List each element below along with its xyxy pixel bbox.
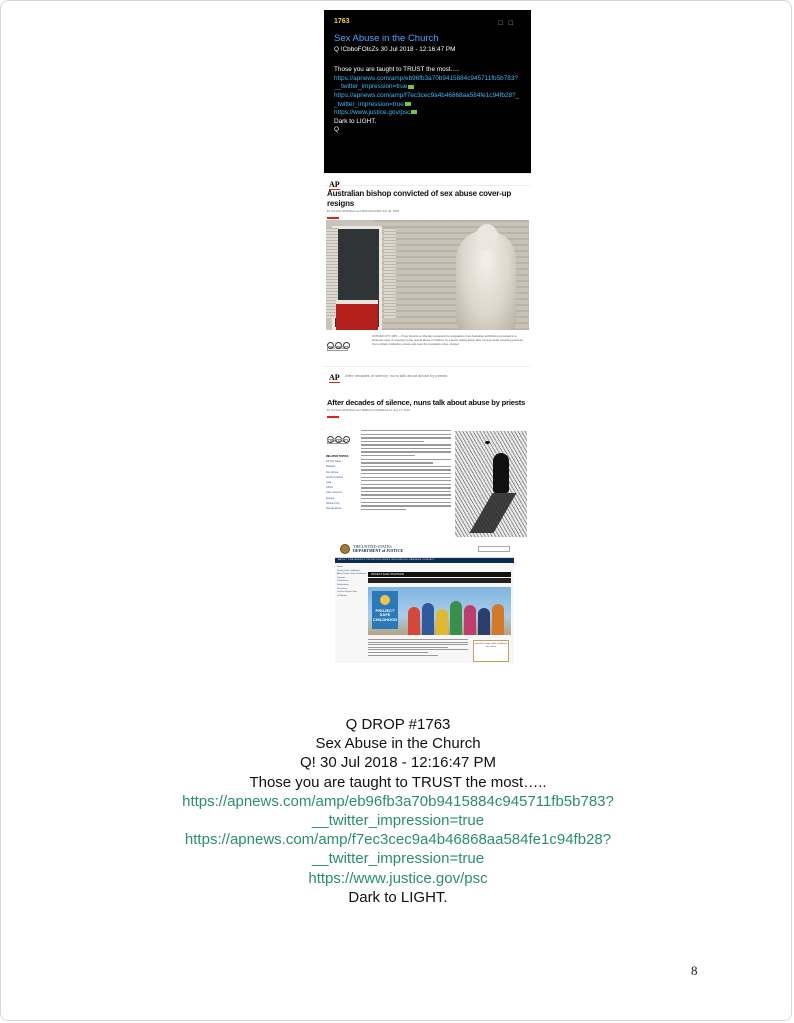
article1-photo [326,220,529,330]
ap-article-screenshot-1 [324,173,531,383]
qpost-author-date: Q !CbboFOtcZs 30 Jul 2018 - 12:16:47 PM [334,45,456,53]
link-archive-icon [405,102,411,106]
doj-search-input[interactable] [478,546,510,552]
related-topic-link[interactable]: Vatican City [326,501,340,505]
related-topic-link[interactable]: Latin America [326,491,342,495]
article2-accent-bar [327,416,339,418]
doj-body-text [368,639,468,657]
related-topic-link[interactable]: Sex abuse [326,470,339,474]
article2-share-button[interactable]: Print & Email [327,439,348,444]
related-topic-link[interactable]: Europe [326,496,335,500]
doj-website-screenshot [335,542,514,663]
article2-byline: By NICOLE WINFIELD and REBECCA MAREHOLLA July 27, 2018 [327,409,410,412]
drop-title: Sex Abuse in the Church [315,735,481,753]
article2-body-text [361,430,451,512]
drop-number: Q DROP #1763 [345,716,451,733]
drop-intro: Those you are taught to TRUST the most….. [249,773,547,791]
related-topic-link[interactable]: Sexual abuse [326,507,342,511]
drop-link-1[interactable]: https://apnews.com/amp/eb96fb3a70b9415884c945711fb5b783? __twitter_impression=true [182,792,614,830]
qpost-link-1[interactable]: https://apnews.com/amp/eb96fb3a70b9415884c945711fb5b783?__twitter_impression=true [334,74,518,91]
link-archive-icon [411,110,417,114]
qpost-link-3[interactable]: https://www.justice.gov/psc [334,109,521,118]
qpost-signature: Q [334,126,339,134]
article2-topbar [324,366,531,385]
share-icons[interactable] [327,336,351,354]
drop-author-date: Q! 30 Jul 2018 - 12:16:47 PM [300,754,496,772]
doj-section-bar-2 [368,578,511,583]
qpost-closing: Dark to LIGHT. [334,117,377,125]
ap-logo: AP [329,373,340,382]
article2-photo [455,431,527,537]
related-topic-link[interactable]: AP Top News [326,460,342,464]
related-topic-link[interactable]: Asia [326,481,332,485]
ap-logo: AP [329,180,340,189]
article1-headline: Australian bishop convicted of sex abuse cover-up resigns [327,189,512,208]
doj-nav[interactable]: ABOUT OUR AGENCY PRIORITIES NEWS RESOURCES CAREERS CONTACT [335,558,514,563]
doj-section-bar: PROJECT SAFE CHILDHOOD [368,572,511,577]
link-archive-icon [408,85,414,89]
article1-accent-bar [327,217,339,219]
transcript [1,715,794,907]
qpost-screenshot [324,10,531,173]
doj-sidebar: Home Project Safe Childhood About Project Safe Childhood Partners Publications Notifications Resources Contact Project Safe Childhood [337,566,366,597]
related-topic-link[interactable]: Religion [326,465,336,469]
related-topics: RELATED TOPICS AP Top News Religion Sex abuse South America Asia Africa Latin America Europe Vatican City Sexual abuse [326,454,354,511]
qpost-intro: Those you are taught to TRUST the most..... [334,66,460,74]
article2-headline: After decades of silence, nuns talk about abuse by priests [327,398,526,407]
drop-closing: Dark to LIGHT. [348,888,448,906]
article2-topbar-title: After decades of silence, nuns talk about abuse by priests [345,373,448,378]
qpost-link-2[interactable]: https://apnews.com/amp/f7ec3cec9a4b46868aa584fe1c94fb28?__twitter_impression=true [334,91,520,108]
drop-link-3[interactable]: https://www.justice.gov/psc [308,869,488,887]
article1-lead-text: VATICAN CITY (AP) — Pope Francis on Monday accepted the resignation of an Australian archbishop convicted in a landmark case of covering up the sexual abuse of children by a priest, taking action after coming under mounting pressure from ordinary Catholics, priests and even the Australian prime minister. [372,334,524,346]
window-controls-icon: □□ [498,20,519,27]
doj-title: THE UNITED STATES DEPARTMENT of JUSTICE [353,544,404,554]
article1-share-button[interactable]: Print & Email [327,346,348,351]
drop-link-2[interactable]: https://apnews.com/amp/f7ec3cec9a4b46868aa584fe1c94fb28? __twitter_impression=true [184,831,612,868]
related-topic-link[interactable]: South America [326,475,343,479]
page-number: 8 [691,963,698,978]
ap-article-screenshot-2 [324,384,531,539]
related-topic-link[interactable]: Africa [326,486,333,490]
project-safe-childhood-logo: PROJECT SAFE CHILDHOOD [372,591,398,629]
doj-banner-photo [368,587,511,635]
article1-byline: By NICOLE WINFIELD and ROD MCGUIRK July 30, 2018 [327,210,399,213]
qpost-title: Sex Abuse in the Church [334,32,439,44]
qpost-number: 1763 [334,18,350,25]
doj-seal-icon [340,544,350,554]
doj-fact-sheet-box[interactable]: Read the Project Safe Childhood Fact Sheet [473,640,509,662]
